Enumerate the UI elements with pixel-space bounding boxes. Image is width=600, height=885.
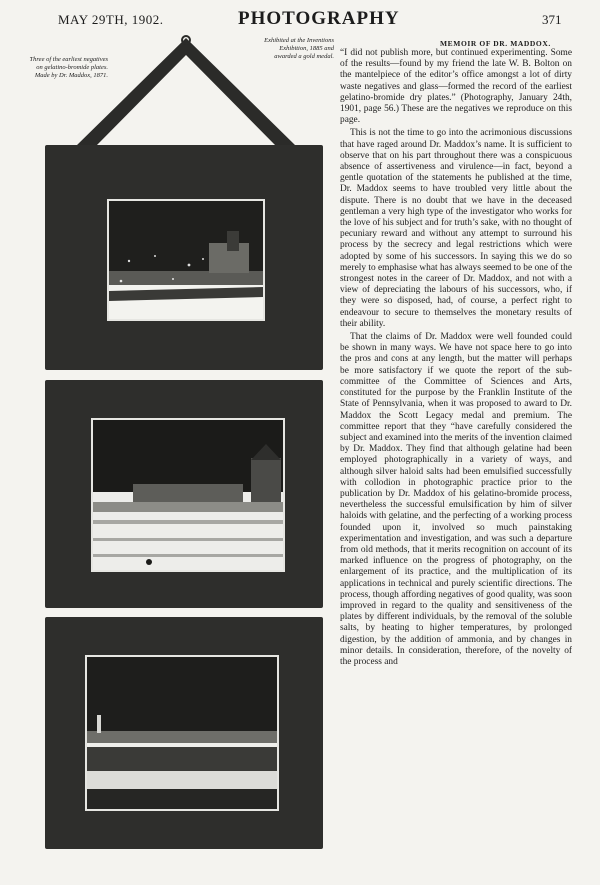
article-paragraph-1: “I did not publish more, but continued experimenting. Some of the results—found by my friend the late W. B. Bolton on the mantelpiece of the editor’s office amongst a lot of dirty waste negatives and glass—formed the record of the earliest gelatino-bromide dry plates.” (Photography, January 24th, 1901, page 56.) These are the negatives we reproduce on this page. (340, 48, 572, 126)
hanging-cord (0, 0, 340, 160)
article-paragraph-3: That the claims of Dr. Maddox were well founded could be shown in many ways. We have not space here to go into the pros and cons at any length, but the matter will perhaps be more satisfactory if we quote the report of the sub-committee of the Committee of Sciences and Arts, constituted for the purpose by the Franklin Institute of the State of Pennsylvania, when it was proposed to award to Dr. Maddox the Scott Legacy medal and premium. The committee report that they “have carefully considered the subject and examined into the merits of the invention claimed by Dr. Maddox. They find that although gelatine had been employed photographically in a variety of ways, and although silver haloid salts had been emulsified successfully with collodion in photographic practice prior to the publication by Dr. Maddox of his gelatino-bromide process, nevertheless the successful emulsification by him of silver haloids with gelatine, and the perfecting of a working process founded upon it, involved so much painstaking experimentation and investigation, and was such a departure from old methods, that it merits recognition on account of its marked influence on the progress of photography, on the enlargement of its practice, and the multiplication of its applications in technical and purely scientific directions. The process, though affording negatives of good quality, was soon improved in regard to the quality and sensitiveness of the plates by different individuals, by the removal of the soluble salts, by heating to higher temperatures, by prolonged digestion, by the addition of ammonia, and by changes in minor details. In consideration, therefore, of the novelty of the process and (340, 332, 572, 667)
figure-caption-right: Exhibited at the Inventions Exhibition, 1885 and awarded a gold medal. (264, 37, 334, 60)
negative-photo-2 (91, 418, 285, 572)
article-body (340, 48, 572, 670)
mounted-negative-frame-1 (45, 145, 323, 370)
journal-title: PHOTOGRAPHY (238, 8, 400, 29)
page-number: 371 (542, 12, 562, 27)
article-heading: MEMOIR OF DR. MADDOX. (440, 39, 551, 48)
running-header-date: MAY 29TH, 1902. (58, 12, 164, 27)
mounted-negative-frame-3 (45, 617, 323, 849)
negative-photo-3 (85, 655, 279, 811)
figure-caption-left: Three of the earliest negatives on gelatino-bromide plates. Made by Dr. Maddox, 1871. (29, 56, 108, 79)
negative-photo-1 (107, 199, 265, 321)
article-paragraph-2: This is not the time to go into the acrimonious discussions that have raged around Dr. Maddox’s name. It is sufficient to observe that on his part throughout there was a conspicuous absence of assertiveness and virulence—in fact, beyond a gentle quotation of the statements he published at the time, Dr. Maddox seems to have troubled very little about the dispute. There is no doubt that we have in the deceased gentleman a very high type of the investigator who works for the love of his subject and for truth’s sake, with no thought of pecuniary reward and without any attempt to surround his process by the secrecy and legal restrictions which were adopted by some of his successors. In saying this we do so merely to emphasise what has always seemed to be one of the strongest notes in the career of Dr. Maddox, and not with a view of depreciating the labours of his successors, who, if they were so disposed, had, of course, a perfect right to endeavour to secure to themselves the monetary results of their ability. (340, 128, 572, 329)
mounted-negative-frame-2 (45, 380, 323, 608)
